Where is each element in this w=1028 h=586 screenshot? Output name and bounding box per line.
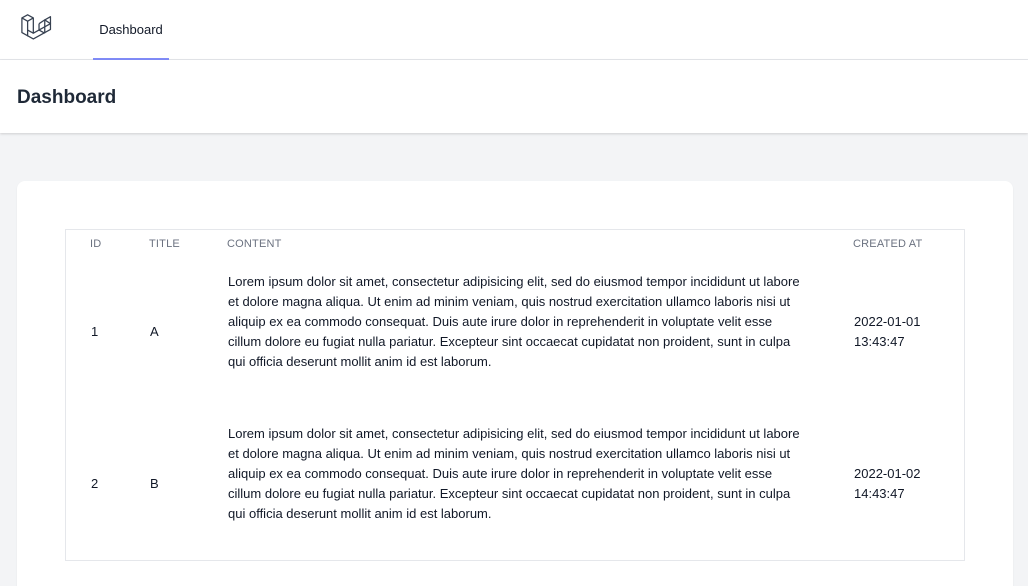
cell-id: 2 [91,476,99,491]
column-header-id: ID [90,238,102,250]
created-date: 2022-01-01 [854,314,921,329]
posts-table [65,229,965,561]
top-navigation [0,0,1028,60]
created-time: 13:43:47 [854,334,905,349]
nav-link-dashboard[interactable]: Dashboard [93,0,169,60]
column-header-content: CONTENT [227,238,282,250]
cell-title: A [150,324,159,339]
column-header-title: TITLE [149,238,180,250]
table-row [66,424,964,546]
page-header [0,60,1028,133]
cell-id: 1 [91,324,99,339]
content-card [17,181,1013,586]
cell-content: Lorem ipsum dolor sit amet, consectetur adipisicing elit, sed do eiusmod tempor incididunt ut labore et dolore magna aliqua. Ut enim ad minim veniam, quis nostrud exercitation ullamco laboris nisi ut aliquip ex ea commodo consequat. Duis aute irure dolor in reprehenderit in voluptate velit esse cillum dolore eu fugiat nulla pariatur. Excepteur sint occaecat cupidatat non proident, sunt in culpa qui officia deserunt mollit anim id est laborum. [228,426,800,521]
laravel-logo-icon[interactable] [20,11,53,44]
created-time: 14:43:47 [854,486,905,501]
page-title: Dashboard [17,87,117,108]
cell-created-at [854,312,944,352]
cell-created-at [854,464,944,504]
cell-title: B [150,476,159,491]
table-row [66,272,964,394]
column-header-created-at: CREATED AT [853,238,923,250]
created-date: 2022-01-02 [854,466,921,481]
cell-content: Lorem ipsum dolor sit amet, consectetur adipisicing elit, sed do eiusmod tempor incididunt ut labore et dolore magna aliqua. Ut enim ad minim veniam, quis nostrud exercitation ullamco laboris nisi ut aliquip ex ea commodo consequat. Duis aute irure dolor in reprehenderit in voluptate velit esse cillum dolore eu fugiat nulla pariatur. Excepteur sint occaecat cupidatat non proident, sunt in culpa qui officia deserunt mollit anim id est laborum. [228,274,800,369]
